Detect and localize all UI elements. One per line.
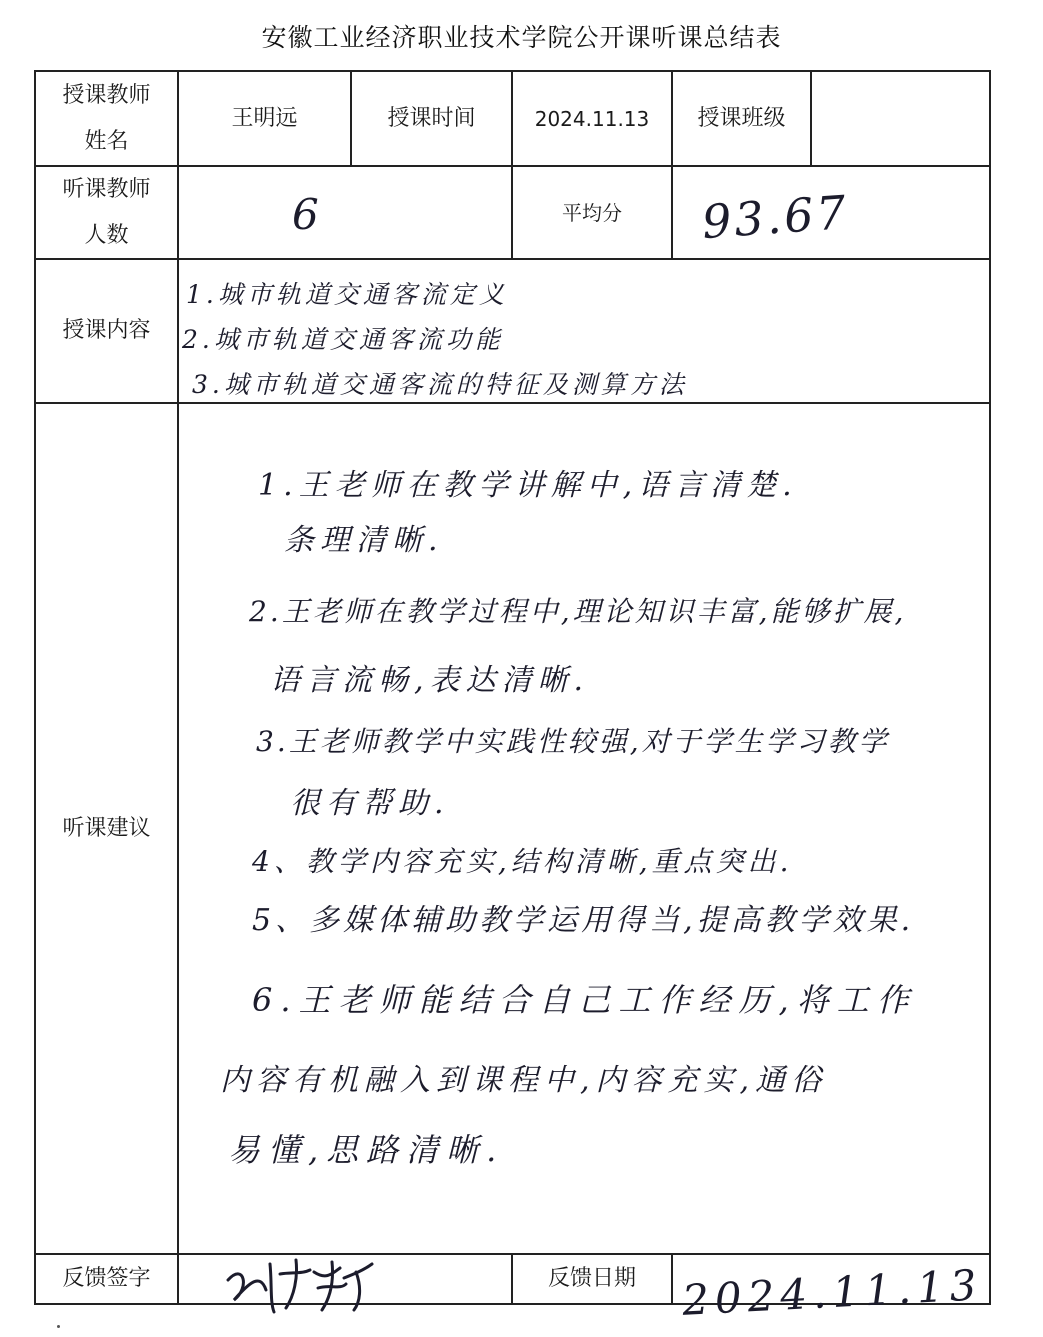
- value-feedback-date: 2024.11.13: [680, 1260, 984, 1325]
- column-divider: [671, 1254, 673, 1304]
- suggestion-line: 易懂,思路清晰.: [228, 1131, 505, 1169]
- suggestion-line: 2.王老师在教学过程中,理论知识丰富,能够扩展,: [249, 595, 907, 628]
- suggestion-line: 语言流畅,表达清晰.: [270, 663, 590, 698]
- scan-speck: [57, 1325, 60, 1328]
- suggestion-line: 内容有机融入到课程中,内容充实,通俗: [220, 1063, 828, 1098]
- label-observers: 听课教师 人数: [62, 176, 151, 248]
- value-class: [812, 72, 989, 165]
- label-teacher-name: 授课教师 姓名: [62, 82, 151, 154]
- value-teacher-name: 王明远: [231, 105, 298, 131]
- summary-table: [34, 70, 991, 1325]
- table-border-right: [989, 70, 991, 1305]
- form-title: 安徽工业经济职业技术学院公开课听课总结表: [261, 23, 782, 52]
- suggestion-line: 3.王老师教学中实践性较强,对于学生学习教学: [256, 725, 890, 758]
- label-signature: 反馈签字: [62, 1266, 151, 1291]
- value-time: 2024.11.13: [534, 106, 650, 131]
- column-divider: [671, 166, 673, 259]
- suggestion-line: 很有帮助.: [290, 786, 450, 821]
- value-observers: 6: [292, 190, 319, 239]
- suggestion-line: 4、教学内容充实,结构清晰,重点突出.: [252, 845, 793, 878]
- suggestion-line: 1.王老师在教学讲解中,语言清楚.: [258, 468, 798, 503]
- content-line: 1.城市轨道交通客流定义: [186, 280, 508, 309]
- suggestion-line: 条理清晰.: [284, 523, 444, 558]
- content-line: 3.城市轨道交通客流的特征及测算方法: [192, 370, 688, 399]
- label-suggestions: 听课建议: [62, 815, 151, 841]
- label-content: 授课内容: [62, 318, 151, 343]
- label-feedback-date: 反馈日期: [547, 1266, 636, 1291]
- column-divider: [177, 70, 179, 1305]
- label-average: 平均分: [562, 200, 622, 225]
- handwritten-signature: [214, 1244, 414, 1314]
- label-class: 授课班级: [697, 105, 786, 131]
- value-average: 93.67: [700, 184, 851, 250]
- suggestion-line: 5、多媒体辅助教学运用得当,提高教学效果.: [252, 903, 915, 938]
- suggestion-line: 6.王老师能结合自己工作经历,将工作: [252, 981, 917, 1019]
- content-line: 2.城市轨道交通客流功能: [182, 325, 504, 354]
- label-time: 授课时间: [387, 105, 476, 131]
